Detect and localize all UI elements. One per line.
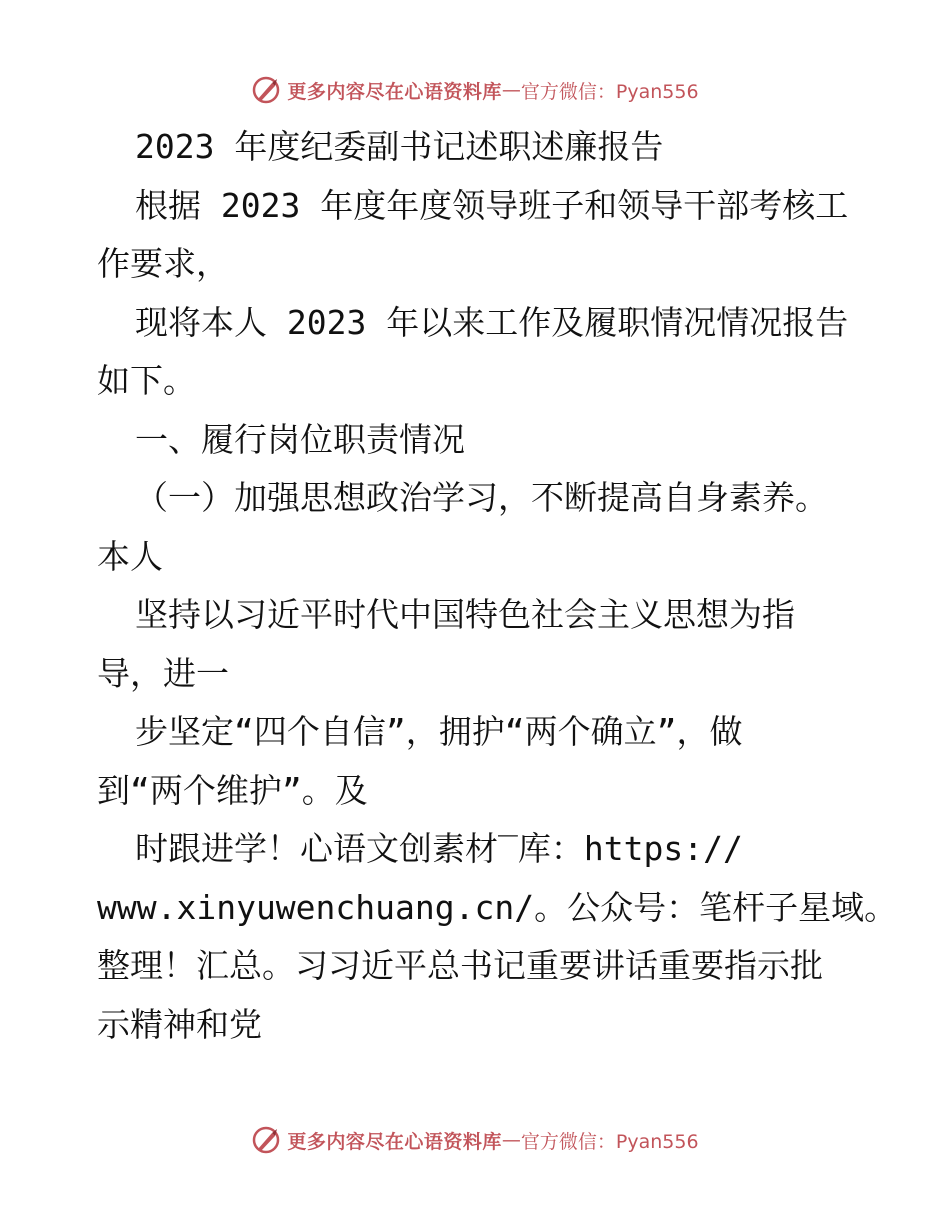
watermark-text: 更多内容尽在心语资料库	[287, 1130, 502, 1153]
text-line: 如下。	[97, 361, 196, 400]
text-line: 2023 年度纪委副书记述职述廉报告	[135, 127, 664, 166]
footer-watermark	[0, 1122, 950, 1158]
watermark-wechat: 官方微信：Pyan556	[520, 1130, 699, 1153]
text-line: 到“两个维护”。及	[97, 770, 368, 810]
text-line: 现将本人 2023 年以来工作及履职情况情况报告	[135, 302, 849, 342]
text-line: 坚持以习近平时代中国特色社会主义思想为指	[135, 595, 795, 634]
quill-pen-logo-icon	[251, 1125, 281, 1155]
text-line: （一）加强思想政治学习，不断提高自身素养。	[135, 478, 828, 517]
watermark-separator: —	[501, 79, 521, 101]
watermark-wechat: 官方微信：Pyan556	[520, 80, 699, 103]
document-body	[97, 118, 898, 1054]
text-line: 时跟进学！心语文创素材‾库：https://	[135, 829, 743, 868]
text-line: 整理！汇总。习习近平总书记重要讲话重要指示批	[97, 946, 823, 985]
text-line: 示精神和党	[97, 1004, 262, 1044]
text-line: 本人	[97, 536, 163, 576]
text-line: 作要求，	[97, 244, 229, 283]
watermark-separator: —	[501, 1129, 521, 1151]
text-line: 根据 2023 年度年度领导班子和领导干部考核工	[135, 185, 849, 225]
text-line: www.xinyuwenchuang.cn/。公众号：笔杆子星域。	[97, 887, 898, 927]
watermark-text: 更多内容尽在心语资料库	[287, 80, 502, 103]
quill-pen-logo-icon	[251, 75, 281, 105]
text-line: 一、履行岗位职责情况	[135, 419, 465, 459]
text-line: 导，进一	[97, 653, 229, 693]
header-watermark	[0, 72, 950, 108]
text-line: 步坚定“四个自信”，拥护“两个确立”，做	[135, 712, 743, 751]
